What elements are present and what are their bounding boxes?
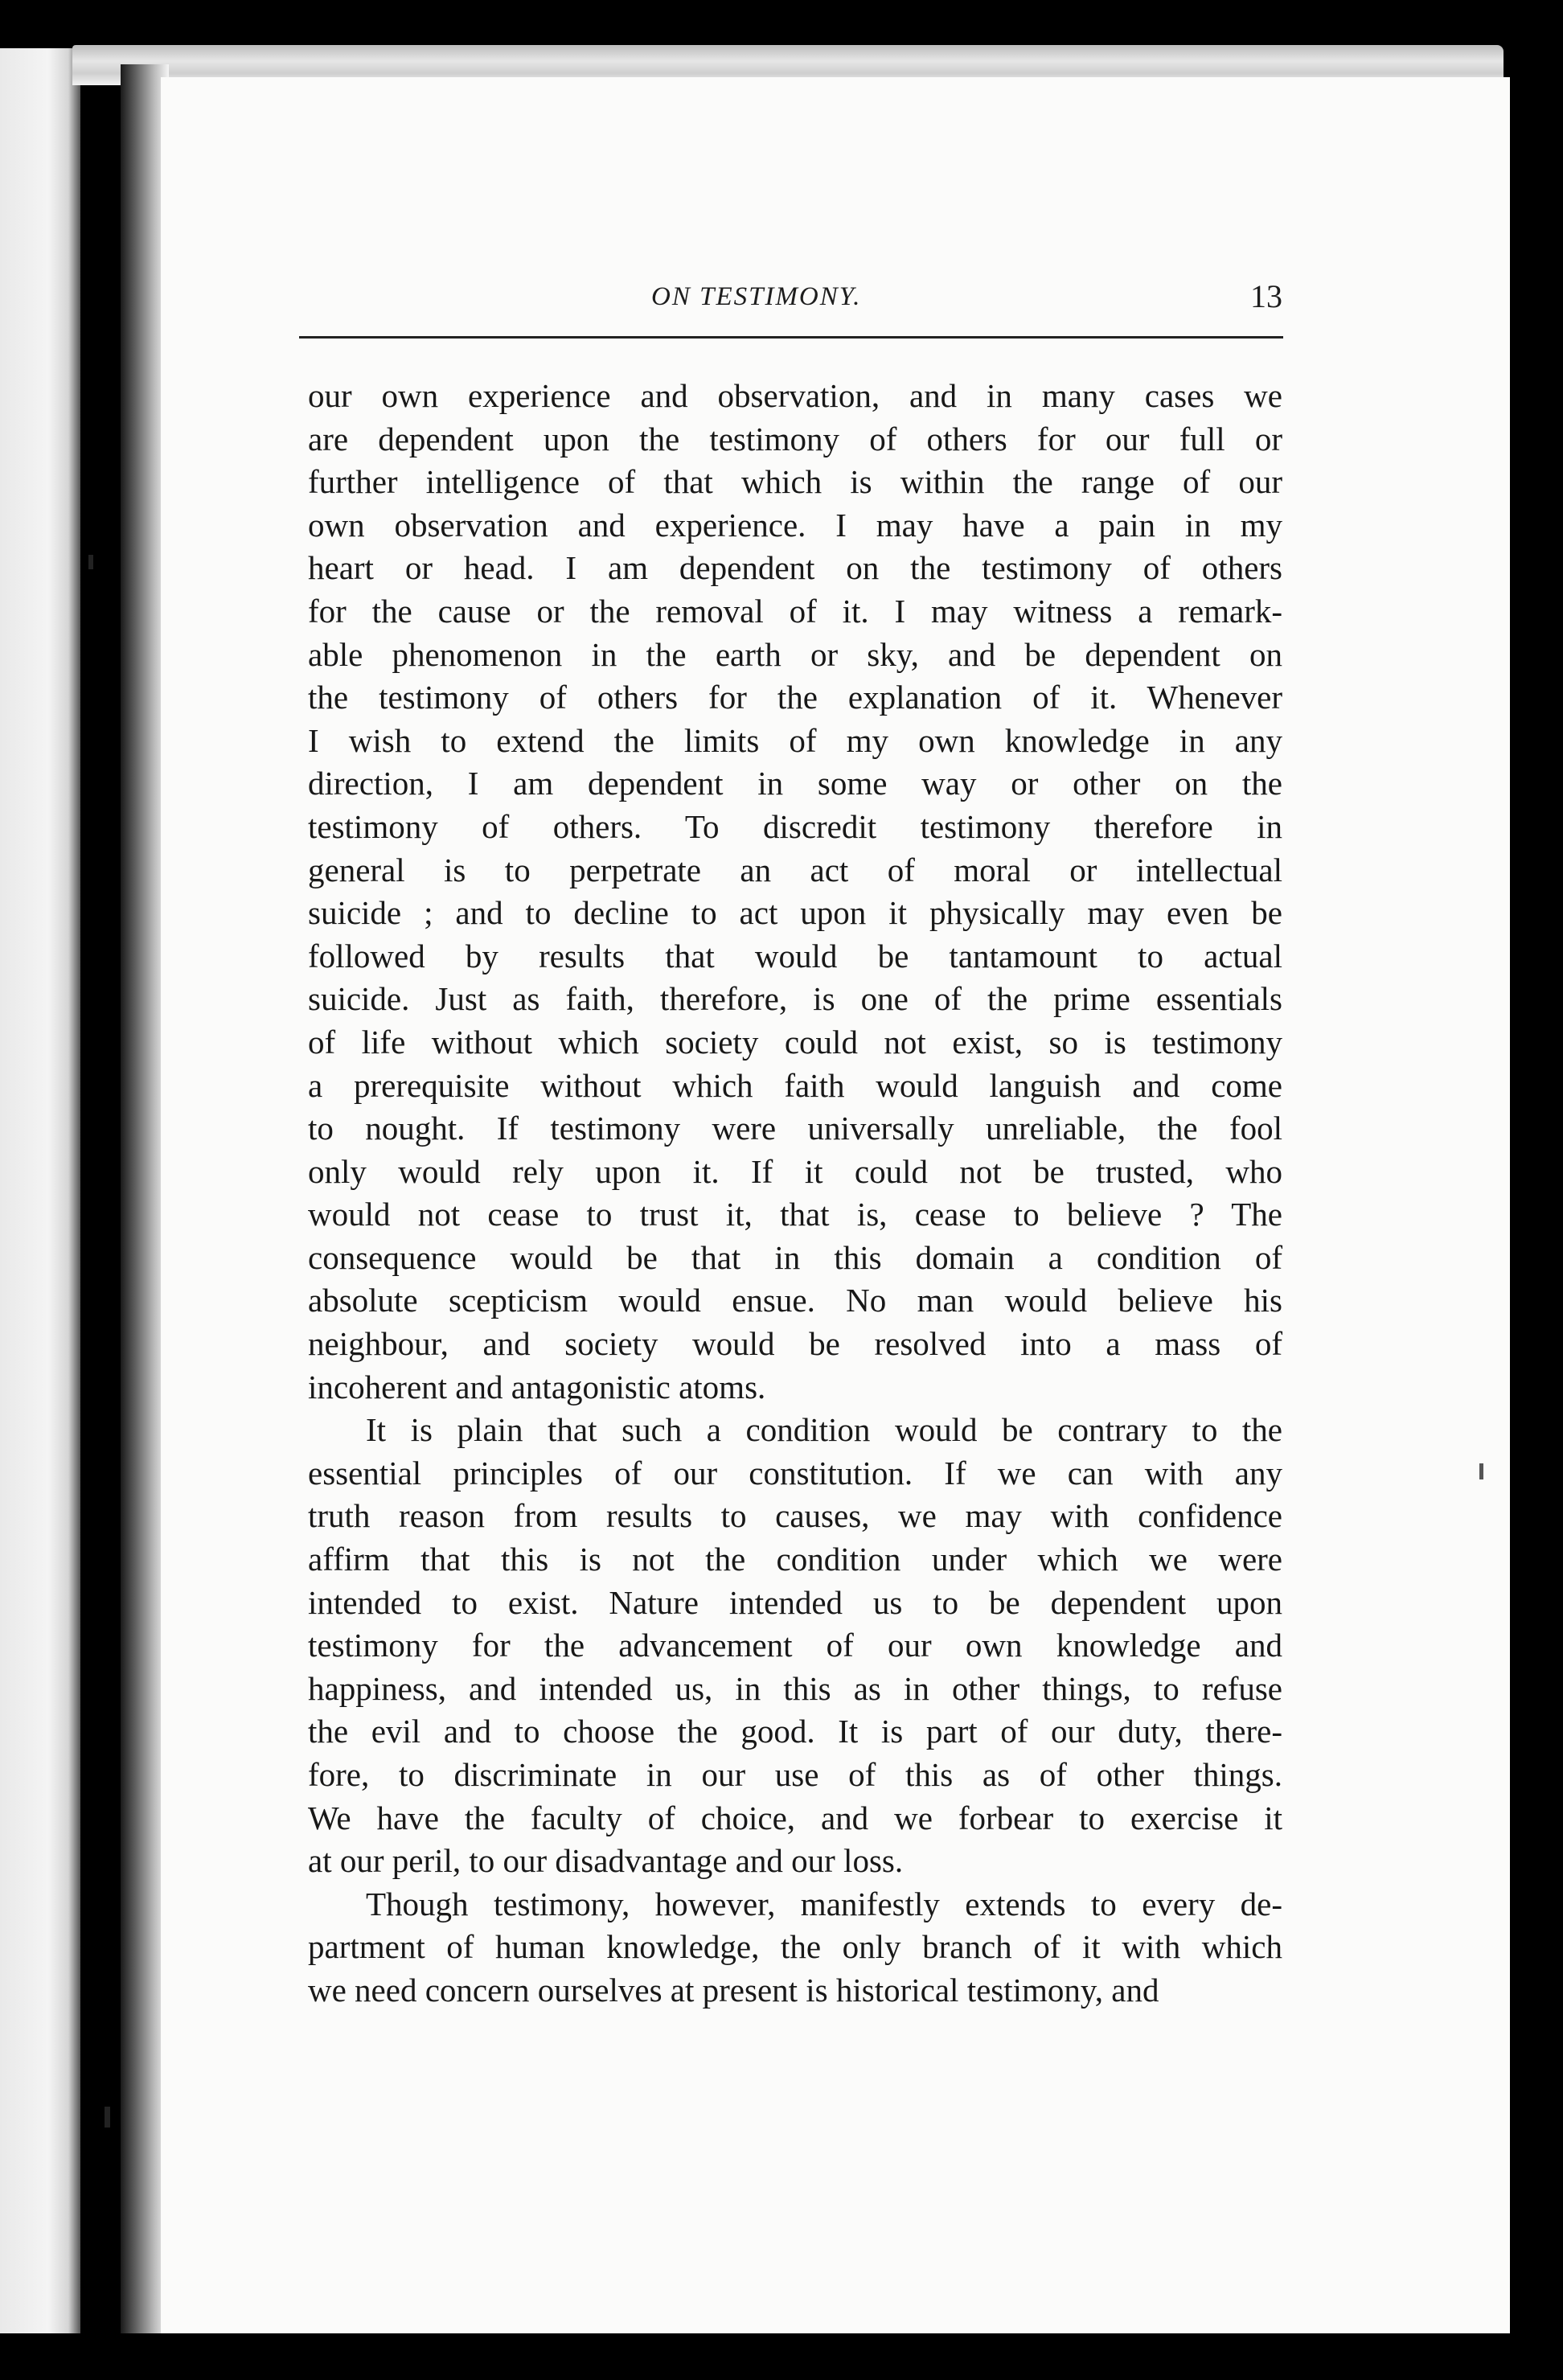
- text-line: We have the faculty of choice, and we forbear to exercise it: [308, 1799, 1282, 1836]
- text-line: we need concern ourselves at present is historical testimony, and: [308, 1971, 1159, 2009]
- running-title: ON TESTIMONY.: [651, 282, 862, 311]
- text-line: heart or head. I am dependent on the testimony of others: [308, 549, 1282, 587]
- text-line: Though testimony, however, manifestly extends to every de-: [366, 1885, 1282, 1922]
- text-line: I wish to extend the limits of my own knowledge in any: [308, 721, 1282, 759]
- text-line: affirm that this is not the condition under which we were: [308, 1541, 1282, 1578]
- body-text: [308, 375, 1282, 2013]
- scan-speck: [88, 555, 93, 569]
- text-line: absolute scepticism would ensue. No man would believe his: [308, 1282, 1282, 1319]
- text-line: would not cease to trust it, that is, cease to believe ? The: [308, 1196, 1282, 1233]
- text-line: partment of human knowledge, the only branch of it with which: [308, 1928, 1282, 1966]
- text-line: direction, I am dependent in some way or other on the: [308, 765, 1282, 802]
- header-rule: [299, 336, 1283, 339]
- text-line: essential principles of our constitution. If we can with any: [308, 1454, 1282, 1492]
- paragraph: [308, 1883, 1282, 2013]
- text-line: truth reason from results to causes, we may with confidence: [308, 1497, 1282, 1535]
- previous-page-edge: [0, 48, 80, 2348]
- text-line: for the cause or the removal of it. I may witness a remark-: [308, 592, 1282, 630]
- text-line: the testimony of others for the explanation of it. Whenever: [308, 679, 1282, 716]
- text-line: intended to exist. Nature intended us to be dependent upon: [308, 1583, 1282, 1621]
- text-line: followed by results that would be tantamount to actual: [308, 937, 1282, 975]
- text-line: a prerequisite without which faith would languish and come: [308, 1066, 1282, 1104]
- page-number: 13: [1250, 278, 1282, 314]
- text-line: testimony of others. To discredit testimony therefore in: [308, 807, 1282, 845]
- text-line: neighbour, and society would be resolved into a mass of: [308, 1325, 1282, 1363]
- text-line: further intelligence of that which is within the range of our: [308, 463, 1282, 501]
- text-line: of life without which society could not exist, so is testimony: [308, 1023, 1282, 1061]
- text-line: happiness, and intended us, in this as in other things, to refuse: [308, 1669, 1282, 1707]
- scan-speck: [1479, 1463, 1483, 1479]
- text-line: able phenomenon in the earth or sky, and be dependent on: [308, 635, 1282, 673]
- text-line: suicide. Just as faith, therefore, is one of the prime essentials: [308, 980, 1282, 1018]
- text-line: incoherent and antagonistic atoms.: [308, 1368, 766, 1405]
- text-line: testimony for the advancement of our own knowledge and: [308, 1627, 1282, 1664]
- text-line: It is plain that such a condition would be contrary to the: [366, 1411, 1282, 1449]
- paragraph: [308, 1409, 1282, 1883]
- text-line: the evil and to choose the good. It is part of our duty, there-: [308, 1713, 1282, 1750]
- text-line: own observation and experience. I may have a pain in my: [308, 506, 1282, 544]
- text-line: are dependent upon the testimony of others for our full or: [308, 420, 1282, 458]
- text-line: suicide ; and to decline to act upon it physically may even be: [308, 894, 1282, 932]
- text-line: our own experience and observation, and in many cases we: [308, 377, 1282, 414]
- running-head: [306, 278, 1282, 330]
- paragraph: [308, 375, 1282, 1409]
- text-line: at our peril, to our disadvantage and our loss.: [308, 1842, 904, 1880]
- text-line: fore, to discriminate in our use of this as of other things.: [308, 1756, 1282, 1793]
- book-page: [161, 77, 1510, 2333]
- text-line: to nought. If testimony were universally unreliable, the fool: [308, 1110, 1282, 1147]
- scan-bottom-border: [0, 2333, 1563, 2380]
- text-line: consequence would be that in this domain a condition of: [308, 1238, 1282, 1276]
- text-line: only would rely upon it. If it could not be trusted, who: [308, 1152, 1282, 1190]
- text-line: general is to perpetrate an act of moral or intellectual: [308, 851, 1282, 888]
- scan-speck: [105, 2107, 110, 2128]
